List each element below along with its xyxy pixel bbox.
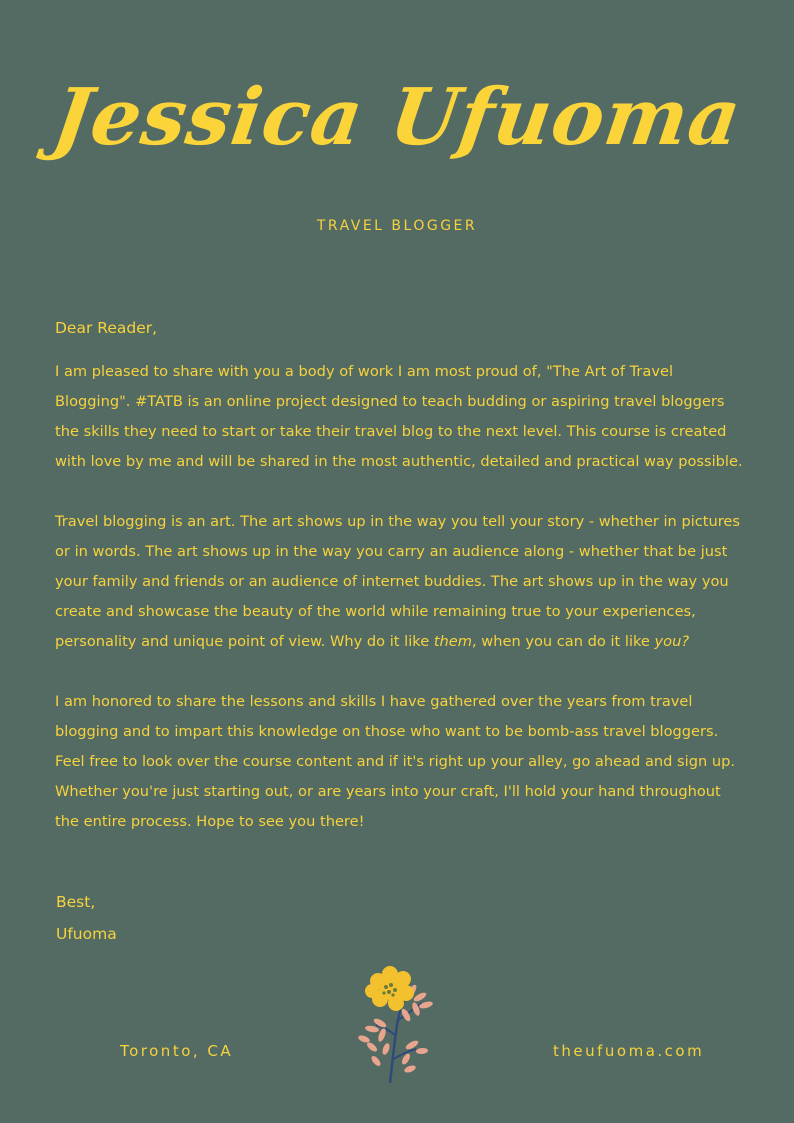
closing-word: Best,	[56, 893, 96, 911]
letterhead-subtitle: TRAVEL BLOGGER	[316, 218, 478, 234]
footer-location: Toronto, CA	[120, 1042, 234, 1060]
paragraph-2-emphasis-you: you?	[654, 633, 690, 650]
footer-website: theufuoma.com	[553, 1042, 705, 1060]
paragraph-2-emphasis-them: them	[433, 633, 472, 650]
flower-icon	[350, 965, 444, 1087]
signature: Ufuoma	[56, 925, 117, 943]
letter-body	[55, 316, 745, 867]
letterhead-name: Jessica Ufuoma	[47, 72, 747, 163]
paragraph-2-text-a: Travel blogging is an art. The art shows up in the way you tell your story - whether in pictures or in words. The art shows up in the way you carry an audience along - whether that be just your family and friends or an audience of internet buddies. The art shows up in the way you create and showcase the beauty of the world while remaining true to your experiences, personality and unique point of view. Why do it like	[55, 513, 741, 650]
closing-block	[56, 886, 117, 950]
salutation: Dear Reader,	[55, 319, 158, 337]
paragraph-3: I am honored to share the lessons and skills I have gathered over the years from travel blogging and to impart this knowledge on those who want to be bomb-ass travel bloggers. Feel free to look over the course content and if it's right up your alley, go ahead and sign up. Whether you're just starting out, or are years into your craft, I'll hold your hand throughout the entire process. Hope to see you there!	[55, 693, 735, 830]
paragraph-2	[55, 507, 745, 657]
paragraph-1: I am pleased to share with you a body of work I am most proud of, "The Art of Travel Blogging". #TATB is an online project designed to teach budding or aspiring travel bloggers the skills they need to start or take their travel blog to the next level. This course is created with love by me and will be shared in the most authentic, detailed and practical way possible.	[55, 363, 743, 470]
paragraph-2-text-b: , when you can do it like	[472, 633, 655, 650]
